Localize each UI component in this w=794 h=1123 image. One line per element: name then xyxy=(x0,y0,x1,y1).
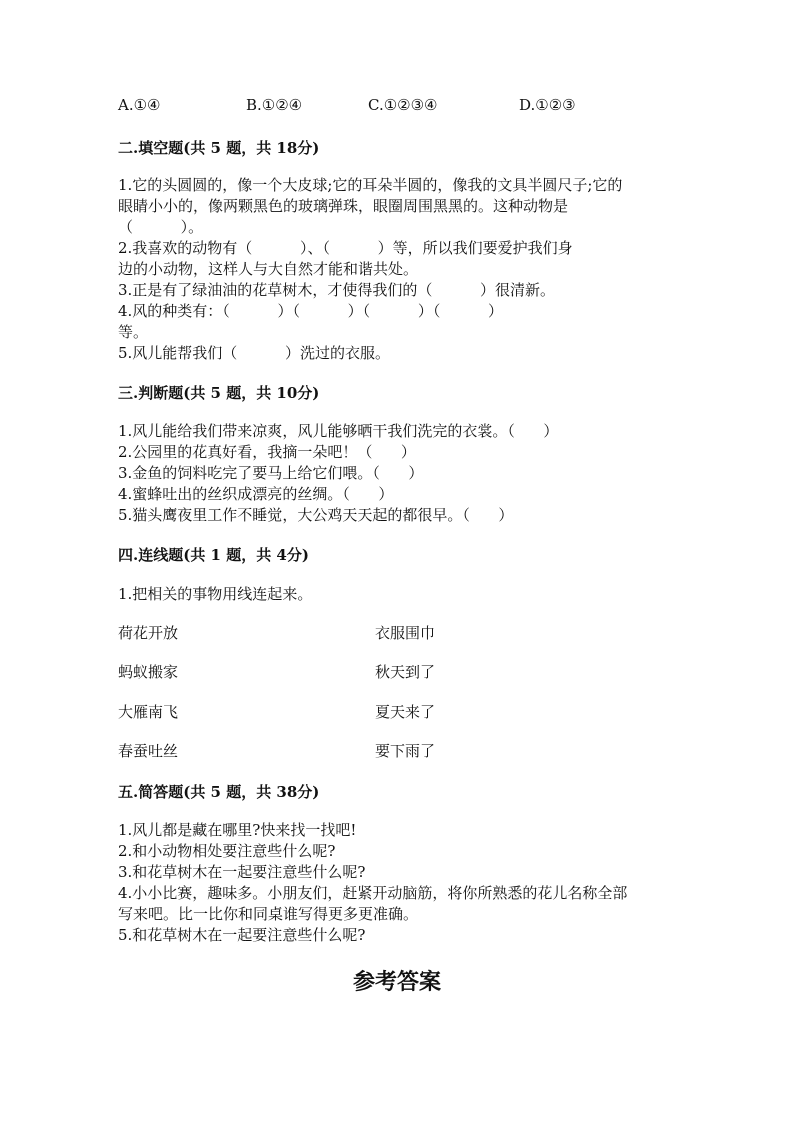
matching-right-item: 夏天来了 xyxy=(375,703,436,721)
fill-in-line: 3.正是有了绿油油的花草树木，才使得我们的（ ）很清新。 xyxy=(118,281,555,299)
short-answer-line: 写来吧。比一比你和同桌谁写得更多更准确。 xyxy=(118,905,419,923)
fill-in-line: 眼睛小小的，像两颗黑色的玻璃弹珠，眼圈周围黑黑的。这种动物是 xyxy=(118,197,569,215)
option-b: B.①②④ xyxy=(246,96,303,114)
option-a: A.①④ xyxy=(118,96,161,114)
section-heading-short-answer: 五.简答题(共 5 题，共 38分) xyxy=(118,783,320,801)
true-false-line: 4.蜜蜂吐出的丝织成漂亮的丝绸。（ ） xyxy=(118,485,394,503)
short-answer-line: 2.和小动物相处要注意些什么呢? xyxy=(118,842,336,860)
short-answer-line: 4.小小比赛，趣味多。小朋友们，赶紧开动脑筋，将你所熟悉的花儿名称全部 xyxy=(118,884,628,902)
true-false-line: 5.猫头鹰夜里工作不睡觉，大公鸡天天起的都很早。（ ） xyxy=(118,506,514,524)
matching-left-item: 大雁南飞 xyxy=(118,703,179,721)
matching-right-item: 衣服围巾 xyxy=(375,624,436,642)
true-false-line: 1.风儿能给我们带来凉爽，风儿能够晒干我们洗完的衣裳。（ ） xyxy=(118,422,559,440)
matching-left-item: 春蚕吐丝 xyxy=(118,742,179,760)
option-c: C.①②③④ xyxy=(368,96,438,114)
fill-in-line: 4.风的种类有：（ ）（ ）（ ）（ ） xyxy=(118,302,504,320)
section-heading-true-false: 三.判断题(共 5 题，共 10分) xyxy=(118,384,320,402)
matching-left-item: 荷花开放 xyxy=(118,624,179,642)
matching-right-item: 要下雨了 xyxy=(375,742,436,760)
matching-left-item: 蚂蚁搬家 xyxy=(118,663,179,681)
fill-in-line: 1.它的头圆圆的，像一个大皮球;它的耳朵半圆的，像我的文具半圆尺子;它的 xyxy=(118,176,623,194)
fill-in-line: 5.风儿能帮我们（ ）洗过的衣服。 xyxy=(118,344,390,362)
true-false-line: 2.公园里的花真好看，我摘一朵吧！（ ） xyxy=(118,443,416,461)
matching-right-item: 秋天到了 xyxy=(375,663,436,681)
short-answer-line: 3.和花草树木在一起要注意些什么呢? xyxy=(118,863,366,881)
short-answer-line: 1.风儿都是藏在哪里?快来找一找吧! xyxy=(118,821,357,839)
answer-key-title: 参考答案 xyxy=(352,969,441,995)
fill-in-line: （ ）。 xyxy=(118,218,204,236)
short-answer-line: 5.和花草树木在一起要注意些什么呢? xyxy=(118,926,366,944)
section-heading-fill-in: 二.填空题(共 5 题，共 18分) xyxy=(118,139,320,157)
fill-in-line: 2.我喜欢的动物有（ ）、（ ）等，所以我们要爱护我们身 xyxy=(118,239,573,257)
true-false-line: 3.金鱼的饲料吃完了要马上给它们喂。（ ） xyxy=(118,464,424,482)
fill-in-line: 等。 xyxy=(118,323,149,341)
option-d: D.①②③ xyxy=(519,96,576,114)
matching-question: 1.把相关的事物用线连起来。 xyxy=(118,585,313,603)
section-heading-matching: 四.连线题(共 1 题，共 4分) xyxy=(118,546,309,564)
fill-in-line: 边的小动物，这样人与大自然才能和谐共处。 xyxy=(118,260,419,278)
